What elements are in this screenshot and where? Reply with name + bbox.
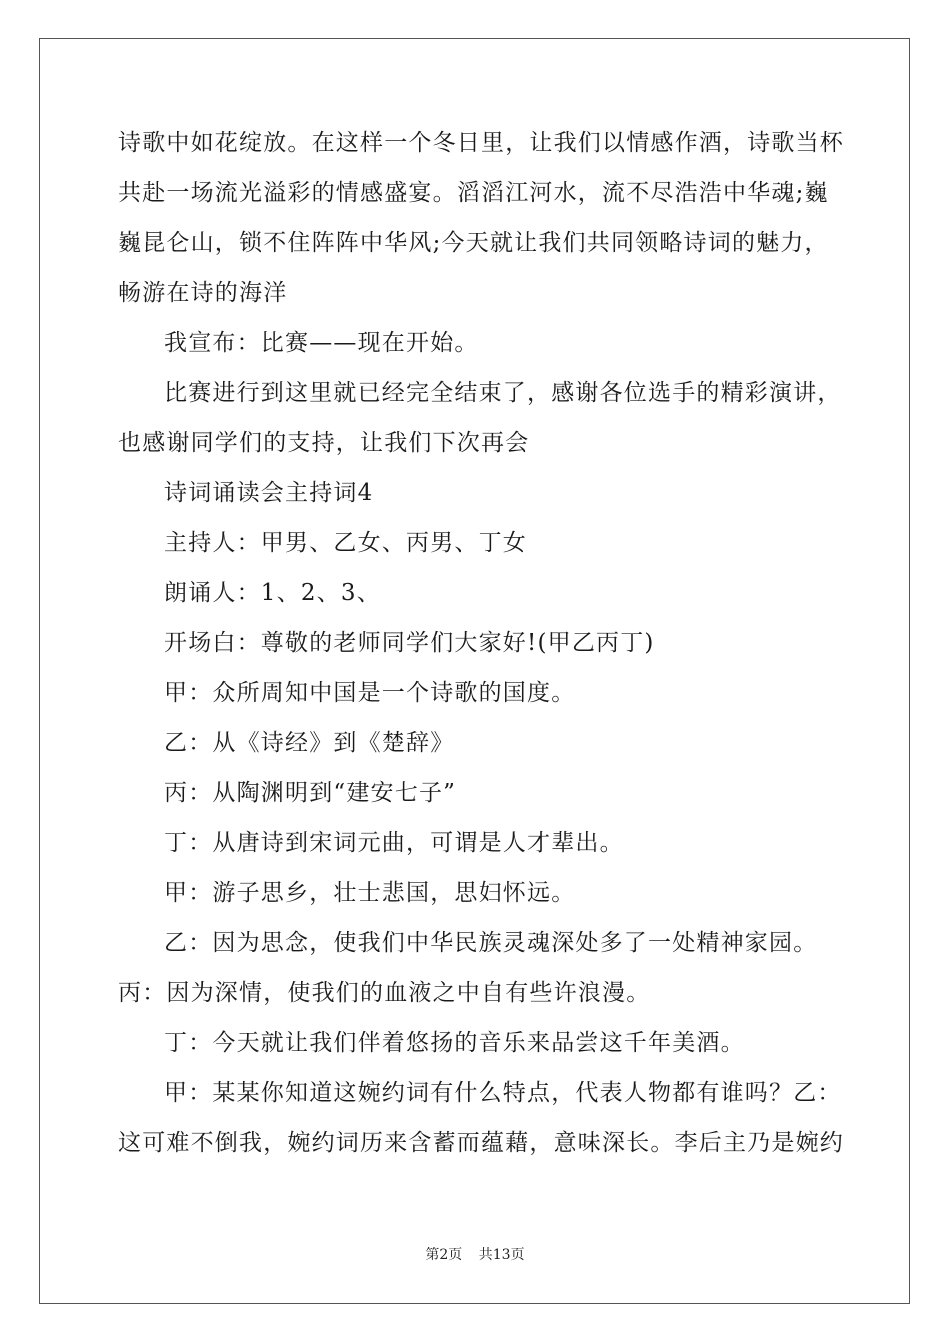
text-line: 甲：众所周知中国是一个诗歌的国度。 [164, 680, 576, 706]
text-line: 朗诵人：1、2、3、 [164, 580, 381, 606]
text-line: 丁：今天就让我们伴着悠扬的音乐来品尝这千年美酒。 [164, 1030, 745, 1056]
text-line: 丙：因为深情，使我们的血液之中自有些许浪漫。 [118, 980, 651, 1006]
page-total: 共13页 [478, 1247, 525, 1263]
text-line: 也感谢同学们的支持，让我们下次再会 [118, 430, 530, 456]
page-number: 第2页 [425, 1247, 463, 1263]
section-heading: 诗词诵读会主持词4 [164, 480, 374, 506]
text-line: 巍昆仑山，锁不住阵阵中华风;今天就让我们共同领略诗词的魅力， [118, 230, 829, 256]
text-line: 诗歌中如花绽放。在这样一个冬日里，让我们以情感作酒，诗歌当杯 [118, 130, 844, 156]
text-line: 主持人：甲男、乙女、丙男、丁女 [164, 530, 527, 556]
text-line: 开场白：尊敬的老师同学们大家好!(甲乙丙丁) [164, 630, 655, 656]
text-line: 共赴一场流光溢彩的情感盛宴。滔滔江河水，流不尽浩浩中华魂;巍 [118, 180, 829, 206]
text-line: 比赛进行到这里就已经完全结束了，感谢各位选手的精彩演讲， [164, 380, 842, 406]
text-line: 丙：从陶渊明到“建安七子” [164, 780, 457, 806]
text-line: 乙：从《诗经》到《楚辞》 [164, 730, 455, 756]
text-line: 甲：游子思乡，壮士悲国，思妇怀远。 [164, 880, 576, 906]
text-line: 丁：从唐诗到宋词元曲，可谓是人才辈出。 [164, 830, 624, 856]
text-line: 乙：因为思念，使我们中华民族灵魂深处多了一处精神家园。 [164, 930, 818, 956]
text-line: 畅游在诗的海洋 [118, 280, 288, 306]
text-line: 甲：某某你知道这婉约词有什么特点，代表人物都有谁吗？乙： [164, 1080, 842, 1106]
page-footer [0, 1244, 950, 1264]
text-line: 这可难不倒我，婉约词历来含蓄而蕴藉，意味深长。李后主乃是婉约 [118, 1130, 844, 1156]
text-line: 我宣布：比赛——现在开始。 [164, 330, 479, 356]
